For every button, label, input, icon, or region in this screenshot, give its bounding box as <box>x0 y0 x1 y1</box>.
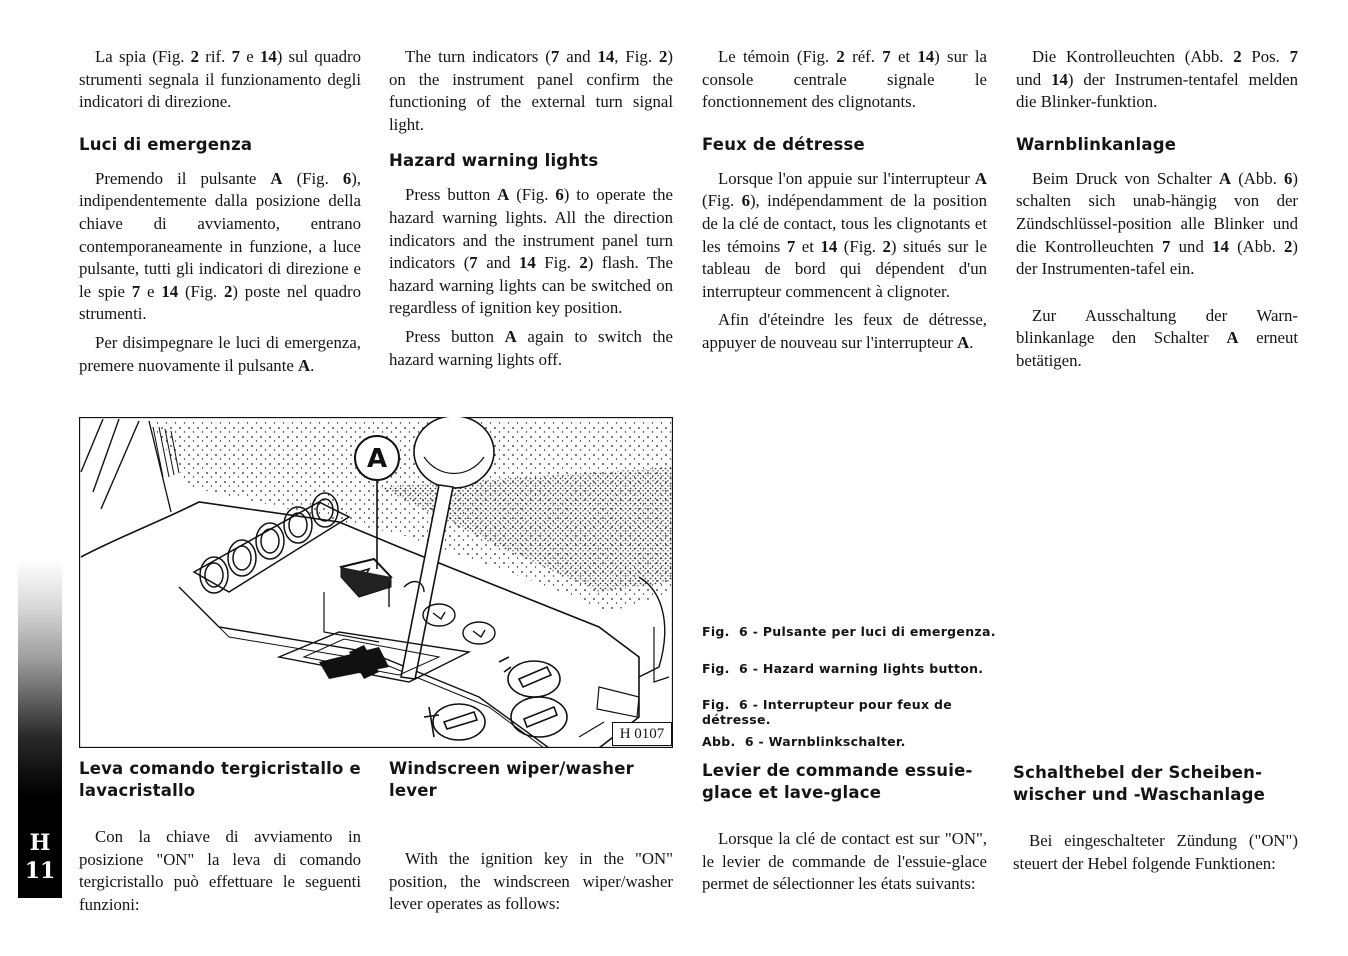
column-german <box>1016 46 1298 379</box>
reference-number: 6 <box>741 191 750 211</box>
fr-paragraph-3: Afin d'éteindre les feux de détresse, appuyer de nouveau sur l'interrupteur A. <box>702 310 987 352</box>
page-number: 11 <box>24 858 56 884</box>
reference-number: A <box>957 332 970 352</box>
it-heading-hazard: Luci di emergenza <box>79 134 253 154</box>
en-heading-wiper: Windscreen wiper/washer lever <box>389 759 634 800</box>
reference-number: A <box>298 355 311 375</box>
it-paragraph-4: Con la chiave di avviamento in posizione "ON" la leva di comando tergicristallo può effettuare le seguenti funzioni: <box>79 827 361 914</box>
column-english-lower <box>389 758 673 922</box>
de-heading-hazard: Warnblinkanlage <box>1016 134 1177 154</box>
figure-code: H 0107 <box>612 722 672 746</box>
de-heading-wiper: Schalthebel der Scheiben-wischer und -Waschanlage <box>1013 763 1266 804</box>
reference-number: 2 <box>223 281 233 301</box>
reference-number: 14 <box>1051 69 1068 89</box>
reference-number: 6 <box>342 168 352 188</box>
caption-fr: Fig. 6 - Interrupteur pour feux de détresse. <box>702 697 952 727</box>
reference-number: A <box>504 326 517 346</box>
reference-number: 14 <box>917 47 935 66</box>
reference-number: 7 <box>1162 236 1171 256</box>
reference-number: A <box>974 168 987 188</box>
reference-number: 14 <box>597 47 615 66</box>
it-paragraph-2: Premendo il pulsante A (Fig. 6), indipendentemente dalla posizione della chiave di avviamento, entrano contemporaneamente in funzione, a luce pulsante, tutti gli indicatori di direzione e le spie 7 e 14 (Fig. 2) poste nel quadro strumenti. <box>79 168 361 324</box>
caption-de: Abb. 6 - Warnblinkschalter. <box>702 734 906 749</box>
reference-number: 7 <box>469 253 478 273</box>
reference-number: A <box>1226 328 1239 348</box>
column-french <box>702 46 987 361</box>
figure-hazard-switch <box>79 417 673 748</box>
column-english <box>389 46 673 377</box>
reference-number: A <box>1218 168 1232 188</box>
fr-paragraph-4: Lorsque la clé de contact est sur "ON", le levier de commande de l'essuie-glace permet de sélectionner les états suivants: <box>702 829 987 894</box>
caption-it: Fig. 6 - Pulsante per luci di emergenza. <box>702 624 996 639</box>
it-paragraph-3: Per disimpegnare le luci di emergenza, premere nuovamente il pulsante A. <box>79 332 361 375</box>
en-paragraph-4: With the ignition key in the "ON" position, the windscreen wiper/washer lever operates as follows: <box>389 849 673 914</box>
reference-number: 14 <box>518 253 536 273</box>
reference-number: 2 <box>659 47 668 66</box>
reference-number: 2 <box>1284 236 1293 256</box>
reference-number: 14 <box>259 47 277 66</box>
reference-number: 14 <box>1212 236 1229 256</box>
en-heading-hazard: Hazard warning lights <box>389 151 599 171</box>
column-italian <box>79 46 361 383</box>
reference-number: 2 <box>190 47 200 66</box>
section-letter: H <box>29 830 51 856</box>
column-italian-lower <box>79 758 361 922</box>
fr-heading-wiper: Levier de commande essuie-glace et lave-glace <box>702 761 973 802</box>
column-german-lower <box>1013 762 1298 881</box>
reference-number: A <box>270 168 283 188</box>
reference-number: 2 <box>1233 47 1242 66</box>
reference-number: 7 <box>131 281 141 301</box>
reference-number: 7 <box>882 47 891 66</box>
caption-en: Fig. 6 - Hazard warning lights button. <box>702 661 984 676</box>
reference-number: 14 <box>820 236 838 256</box>
en-paragraph-2: Press button A (Fig. 6) to operate the hazard warning lights. All the direction indicators and the instrument panel turn indicators (7 and 14 Fig. 2) flash. The hazard warning lights can be switched on regardless of ignition key position. <box>389 185 673 318</box>
en-paragraph-1: The turn indicators (7 and 14, Fig. 2) on the instrument panel confirm the functioning of the external turn signal light. <box>389 47 673 134</box>
reference-number: 2 <box>579 253 588 273</box>
column-french-lower <box>702 760 987 902</box>
section-tab <box>18 560 62 898</box>
console-illustration <box>79 417 673 748</box>
reference-number: 7 <box>1289 47 1299 66</box>
callout-letter: A <box>366 444 388 474</box>
de-paragraph-1: Die Kontrolleuchten (Abb. 2 Pos. 7 und 14) der Instrumen-tentafel melden die Blinker-funktion. <box>1016 47 1299 112</box>
fr-paragraph-2: Lorsque l'on appuie sur l'interrupteur A (Fig. 6), indépendamment de la position de la clé de contact, tous les clignotants et les témoins 7 et 14 (Fig. 2) situés sur le tableau de bord qui dépendent d'un interrupteur commencent à clignoter. <box>702 168 987 301</box>
reference-number: 2 <box>882 236 891 256</box>
de-paragraph-4: Bei eingeschalteter Zündung ("ON") steuert der Hebel folgende Funktionen: <box>1013 831 1298 873</box>
fr-paragraph-1: Le témoin (Fig. 2 réf. 7 et 14) sur la console centrale signale le fonctionnement des clignotants. <box>702 47 987 112</box>
it-heading-wiper: Leva comando tergicristallo e lavacristallo <box>79 759 361 800</box>
fr-heading-hazard: Feux de détresse <box>702 134 865 154</box>
de-paragraph-3: Zur Ausschaltung der Warn-blinkanlage den Schalter A erneut betätigen. <box>1016 305 1298 370</box>
reference-number: 7 <box>231 47 240 66</box>
reference-number: 6 <box>1284 168 1293 188</box>
reference-number: 6 <box>555 185 564 205</box>
reference-number: 2 <box>836 47 845 66</box>
en-paragraph-3: Press button A again to switch the hazard warning lights off. <box>389 326 673 369</box>
reference-number: 7 <box>550 47 560 66</box>
reference-number: 14 <box>161 281 179 301</box>
reference-number: 7 <box>786 236 796 256</box>
it-paragraph-1: La spia (Fig. 2 rif. 7 e 14) sul quadro strumenti segnala il funzionamento degli indicatori di direzione. <box>79 47 361 112</box>
de-paragraph-2: Beim Druck von Schalter A (Abb. 6) schalten sich unab-hängig von der Zündschlüssel-position alle Blinker und die Kontrolleuchten 7 und 14 (Abb. 2) der Instrumenten-tafel ein. <box>1016 168 1299 279</box>
reference-number: A <box>497 185 510 205</box>
